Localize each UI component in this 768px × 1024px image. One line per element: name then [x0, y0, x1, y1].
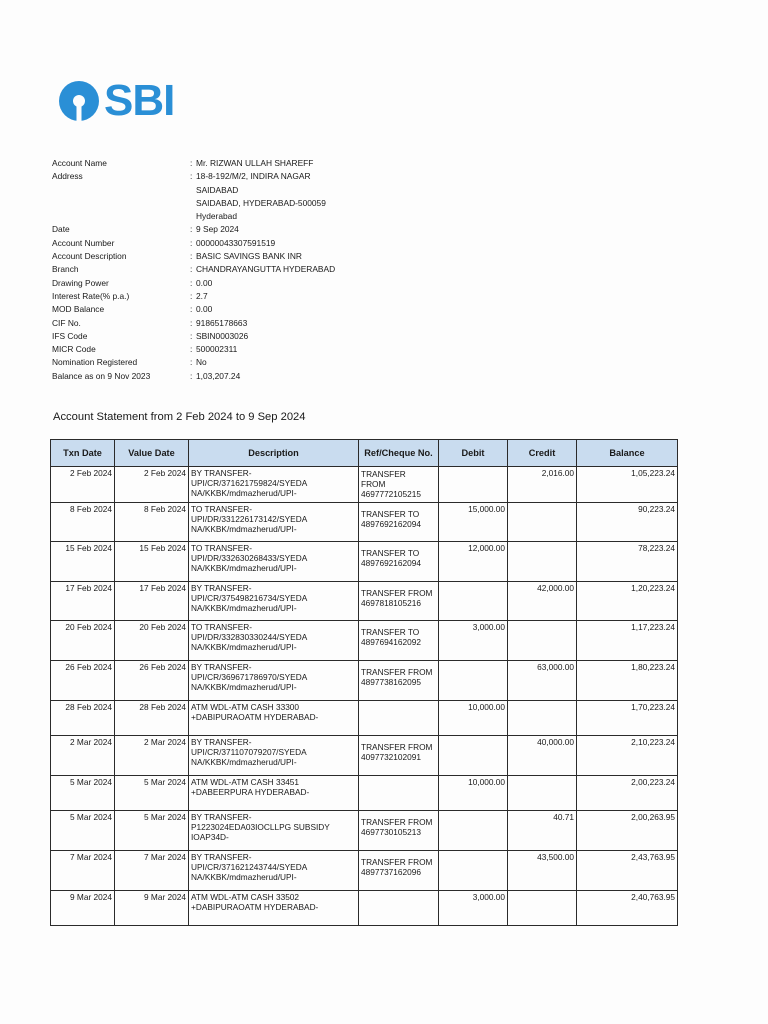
ref-line: TRANSFER FROM: [361, 817, 433, 828]
detail-colon: :: [190, 357, 193, 368]
description-cell: [189, 542, 359, 582]
detail-value-line: 91865178663: [196, 317, 248, 328]
ref-cheque-cell: [359, 581, 439, 621]
ref-line: TRANSFER TO: [361, 548, 420, 559]
detail-label: Account Description: [52, 251, 127, 262]
balance-cell: 1,17,223.24: [577, 621, 678, 661]
detail-value: [196, 343, 412, 356]
description-line: TO TRANSFER-: [191, 503, 253, 514]
detail-value: [196, 370, 412, 383]
col-header-balance: Balance: [577, 440, 678, 467]
ref-cheque-cell: [359, 850, 439, 890]
statement-title: Account Statement from 2 Feb 2024 to 9 Sep 2024: [53, 411, 306, 423]
description-line: NA/KKBK/mdmazherud/UPI-: [191, 563, 297, 574]
txn-date-cell: 7 Mar 2024: [51, 850, 115, 890]
credit-cell: 43,500.00: [508, 850, 577, 890]
detail-label: CIF No.: [52, 317, 81, 328]
description-line: UPI/CR/369671786970/SYEDA: [191, 671, 308, 682]
ref-line: TRANSFER TO: [361, 508, 420, 519]
table-row: [51, 660, 678, 700]
description-cell: [189, 736, 359, 776]
detail-value-line: 0.00: [196, 277, 213, 288]
credit-cell: [508, 775, 577, 811]
description-line: TO TRANSFER-: [191, 543, 253, 554]
credit-cell: [508, 542, 577, 582]
ref-cheque-cell: [359, 736, 439, 776]
description-cell: [189, 890, 359, 926]
detail-row: [52, 370, 412, 383]
description-line: BY TRANSFER-: [191, 582, 252, 593]
detail-colon: :: [190, 158, 193, 168]
detail-label: Drawing Power: [52, 277, 109, 288]
description-line: BY TRANSFER-: [191, 737, 252, 748]
account-details: [52, 157, 412, 383]
balance-cell: 90,223.24: [577, 502, 678, 542]
value-date-cell: 9 Mar 2024: [115, 890, 189, 926]
table-row: [51, 890, 678, 926]
detail-row: [52, 356, 412, 369]
detail-colon: :: [190, 317, 193, 328]
description-line: +DABIPURAOATM HYDERABAD-: [191, 711, 319, 722]
detail-value-line: SBIN0003026: [196, 330, 249, 341]
table-row: [51, 700, 678, 736]
ref-line: TRANSFER TO: [361, 627, 420, 638]
value-date-cell: 28 Feb 2024: [115, 700, 189, 736]
description-cell: [189, 502, 359, 542]
debit-cell: [439, 467, 508, 503]
detail-label: Nomination Registered: [52, 357, 138, 368]
detail-value-line: 18-8-192/M/2, INDIRA NAGAR: [196, 171, 311, 182]
detail-value-line: 2.7: [196, 290, 208, 301]
detail-label: MOD Balance: [52, 304, 105, 315]
detail-row: [52, 223, 412, 236]
txn-date-cell: 26 Feb 2024: [51, 660, 115, 700]
ref-line: TRANSFER: [361, 469, 406, 479]
detail-row: [52, 290, 412, 303]
transactions-table: [50, 439, 678, 926]
balance-cell: 2,43,763.95: [577, 850, 678, 890]
detail-value-line: Mr. RIZWAN ULLAH SHAREFF: [196, 158, 314, 168]
description-line: NA/KKBK/mdmazherud/UPI-: [191, 871, 297, 882]
detail-colon: :: [190, 171, 193, 182]
balance-cell: 1,20,223.24: [577, 581, 678, 621]
ref-line: TRANSFER FROM: [361, 666, 433, 677]
value-date-cell: 20 Feb 2024: [115, 621, 189, 661]
description-line: NA/KKBK/mdmazherud/UPI-: [191, 602, 297, 613]
description-line: UPI/DR/332830330244/SYEDA: [191, 632, 308, 643]
balance-cell: 1,05,223.24: [577, 467, 678, 503]
debit-cell: 15,000.00: [439, 502, 508, 542]
value-date-cell: 8 Feb 2024: [115, 502, 189, 542]
detail-row: [52, 250, 412, 263]
debit-cell: 3,000.00: [439, 890, 508, 926]
description-line: IOAP34D-: [191, 832, 229, 843]
description-line: ATM WDL-ATM CASH 33300: [191, 701, 300, 712]
description-line: NA/KKBK/mdmazherud/UPI-: [191, 488, 297, 498]
table-row: [51, 581, 678, 621]
detail-value: [196, 277, 412, 290]
sbi-logo: [58, 76, 175, 125]
detail-value: [196, 263, 412, 276]
credit-cell: [508, 502, 577, 542]
ref-line: FROM: [361, 479, 386, 489]
detail-label: Account Number: [52, 237, 115, 248]
balance-cell: 2,10,223.24: [577, 736, 678, 776]
credit-cell: 40.71: [508, 811, 577, 851]
ref-line: 4897692162094: [361, 558, 421, 569]
description-line: TO TRANSFER-: [191, 622, 253, 633]
detail-value-line: 00000043307591519: [196, 237, 276, 248]
balance-cell: 2,00,263.95: [577, 811, 678, 851]
detail-value: [196, 237, 412, 250]
description-line: +DABEERPURA HYDERABAD-: [191, 786, 310, 797]
description-line: ATM WDL-ATM CASH 33451: [191, 776, 300, 787]
col-header-txn-date: Txn Date: [51, 440, 115, 467]
detail-label: Address: [52, 171, 83, 182]
description-line: BY TRANSFER-: [191, 468, 252, 478]
detail-label: Interest Rate(% p.a.): [52, 290, 130, 301]
txn-date-cell: 5 Mar 2024: [51, 775, 115, 811]
sbi-logo-icon: [58, 80, 100, 122]
table-header-row: [51, 440, 678, 467]
table-row: [51, 811, 678, 851]
ref-line: TRANSFER FROM: [361, 587, 433, 598]
description-cell: [189, 621, 359, 661]
credit-cell: [508, 621, 577, 661]
col-header-ref-cheque: Ref/Cheque No.: [359, 440, 439, 467]
detail-value: [196, 356, 412, 369]
ref-cheque-cell: [359, 700, 439, 736]
txn-date-cell: 17 Feb 2024: [51, 581, 115, 621]
value-date-cell: 17 Feb 2024: [115, 581, 189, 621]
description-line: P1223024EDA03IOCLLPG SUBSIDY: [191, 822, 330, 833]
detail-label: Branch: [52, 264, 79, 275]
value-date-cell: 2 Mar 2024: [115, 736, 189, 776]
ref-cheque-cell: [359, 660, 439, 700]
detail-value-line: BASIC SAVINGS BANK INR: [196, 251, 302, 262]
description-line: NA/KKBK/mdmazherud/UPI-: [191, 642, 297, 653]
col-header-credit: Credit: [508, 440, 577, 467]
brand-name: SBI: [104, 76, 175, 125]
detail-colon: :: [190, 237, 193, 248]
table-row: [51, 775, 678, 811]
credit-cell: 2,016.00: [508, 467, 577, 503]
detail-row: [52, 330, 412, 343]
ref-cheque-cell: [359, 621, 439, 661]
description-cell: [189, 581, 359, 621]
credit-cell: 63,000.00: [508, 660, 577, 700]
balance-cell: 78,223.24: [577, 542, 678, 582]
credit-cell: [508, 700, 577, 736]
description-line: BY TRANSFER-: [191, 851, 252, 862]
ref-cheque-cell: [359, 811, 439, 851]
description-line: UPI/DR/332630268433/SYEDA: [191, 553, 308, 564]
description-line: NA/KKBK/mdmazherud/UPI-: [191, 681, 297, 692]
description-line: NA/KKBK/mdmazherud/UPI-: [191, 757, 297, 768]
value-date-cell: 5 Mar 2024: [115, 811, 189, 851]
debit-cell: 12,000.00: [439, 542, 508, 582]
debit-cell: [439, 811, 508, 851]
detail-colon: :: [190, 330, 193, 341]
detail-colon: :: [190, 370, 193, 381]
debit-cell: 10,000.00: [439, 775, 508, 811]
table-row: [51, 850, 678, 890]
description-line: UPI/CR/371621759824/SYEDA: [191, 478, 308, 488]
detail-value-line: 0.00: [196, 304, 213, 315]
detail-value: [196, 290, 412, 303]
col-header-debit: Debit: [439, 440, 508, 467]
detail-label: Balance as on 9 Nov 2023: [52, 370, 151, 381]
ref-cheque-cell: [359, 502, 439, 542]
description-line: UPI/CR/375498216734/SYEDA: [191, 592, 308, 603]
balance-cell: 1,80,223.24: [577, 660, 678, 700]
detail-colon: :: [190, 251, 193, 262]
description-line: UPI/CR/371107079207/SYEDA: [191, 747, 307, 758]
value-date-cell: 26 Feb 2024: [115, 660, 189, 700]
ref-cheque-cell: [359, 467, 439, 503]
ref-line: 4897692162094: [361, 518, 421, 529]
ref-cheque-cell: [359, 542, 439, 582]
detail-label: IFS Code: [52, 330, 88, 341]
detail-row: [52, 237, 412, 250]
description-cell: [189, 700, 359, 736]
detail-colon: :: [190, 290, 193, 301]
value-date-cell: 15 Feb 2024: [115, 542, 189, 582]
detail-row: [52, 317, 412, 330]
detail-value-line: CHANDRAYANGUTTA HYDERABAD: [196, 264, 336, 275]
table-row: [51, 621, 678, 661]
detail-value-line: Hyderabad: [196, 211, 237, 222]
detail-row: [52, 157, 412, 170]
detail-row: [52, 263, 412, 276]
detail-row: [52, 277, 412, 290]
description-line: BY TRANSFER-: [191, 812, 252, 823]
credit-cell: 42,000.00: [508, 581, 577, 621]
ref-cheque-cell: [359, 775, 439, 811]
description-cell: [189, 811, 359, 851]
col-header-value-date: Value Date: [115, 440, 189, 467]
ref-line: 4697818105216: [361, 597, 421, 608]
detail-value: [196, 157, 412, 170]
balance-cell: 1,70,223.24: [577, 700, 678, 736]
detail-colon: :: [190, 344, 193, 355]
detail-colon: :: [190, 304, 193, 315]
detail-colon: :: [190, 277, 193, 288]
txn-date-cell: 2 Mar 2024: [51, 736, 115, 776]
ref-line: 4897737162096: [361, 866, 421, 877]
ref-line: 4697730105213: [361, 827, 421, 838]
description-cell: [189, 467, 359, 503]
table-row: [51, 736, 678, 776]
detail-label: MICR Code: [52, 344, 96, 355]
table-row: [51, 467, 678, 503]
txn-date-cell: 15 Feb 2024: [51, 542, 115, 582]
detail-row: [52, 343, 412, 356]
debit-cell: [439, 581, 508, 621]
ref-line: 4897738162095: [361, 676, 421, 687]
ref-line: TRANSFER FROM: [361, 742, 433, 753]
col-header-description: Description: [189, 440, 359, 467]
txn-date-cell: 8 Feb 2024: [51, 502, 115, 542]
value-date-cell: 2 Feb 2024: [115, 467, 189, 503]
debit-cell: [439, 850, 508, 890]
description-line: UPI/DR/331226173142/SYEDA: [191, 513, 308, 524]
detail-row: [52, 170, 412, 223]
txn-date-cell: 28 Feb 2024: [51, 700, 115, 736]
txn-date-cell: 2 Feb 2024: [51, 467, 115, 503]
detail-label: Date: [52, 224, 70, 235]
debit-cell: [439, 660, 508, 700]
table-row: [51, 542, 678, 582]
description-cell: [189, 850, 359, 890]
detail-value-line: SAIDABAD: [196, 184, 239, 195]
detail-value: [196, 317, 412, 330]
description-cell: [189, 660, 359, 700]
ref-line: TRANSFER FROM: [361, 856, 433, 867]
detail-value-line: SAIDABAD, HYDERABAD-500059: [196, 197, 326, 208]
credit-cell: [508, 890, 577, 926]
txn-date-cell: 9 Mar 2024: [51, 890, 115, 926]
txn-date-cell: 5 Mar 2024: [51, 811, 115, 851]
detail-label: Account Name: [52, 158, 107, 168]
detail-colon: :: [190, 264, 193, 275]
detail-value: [196, 330, 412, 343]
description-line: ATM WDL-ATM CASH 33502: [191, 891, 300, 902]
ref-line: 4097732102091: [361, 752, 421, 763]
description-cell: [189, 775, 359, 811]
debit-cell: [439, 736, 508, 776]
detail-colon: :: [190, 224, 193, 235]
table-row: [51, 502, 678, 542]
detail-value: [196, 223, 412, 236]
debit-cell: 10,000.00: [439, 700, 508, 736]
description-line: NA/KKBK/mdmazherud/UPI-: [191, 523, 297, 534]
detail-row: [52, 303, 412, 316]
detail-value: [196, 250, 412, 263]
detail-value-line: 500002311: [196, 344, 238, 355]
detail-value-line: 1,03,207.24: [196, 370, 241, 381]
detail-value-line: No: [196, 357, 207, 368]
credit-cell: 40,000.00: [508, 736, 577, 776]
debit-cell: 3,000.00: [439, 621, 508, 661]
description-line: UPI/CR/371621243744/SYEDA: [191, 861, 308, 872]
txn-date-cell: 20 Feb 2024: [51, 621, 115, 661]
ref-line: 4697772105215: [361, 489, 421, 499]
description-line: +DABIPURAOATM HYDERABAD-: [191, 901, 319, 912]
detail-value: [196, 170, 412, 223]
balance-cell: 2,00,223.24: [577, 775, 678, 811]
detail-value-line: 9 Sep 2024: [196, 224, 239, 235]
ref-line: 4897694162092: [361, 637, 421, 648]
detail-value: [196, 303, 412, 316]
value-date-cell: 5 Mar 2024: [115, 775, 189, 811]
description-line: BY TRANSFER-: [191, 661, 252, 672]
balance-cell: 2,40,763.95: [577, 890, 678, 926]
ref-cheque-cell: [359, 890, 439, 926]
value-date-cell: 7 Mar 2024: [115, 850, 189, 890]
